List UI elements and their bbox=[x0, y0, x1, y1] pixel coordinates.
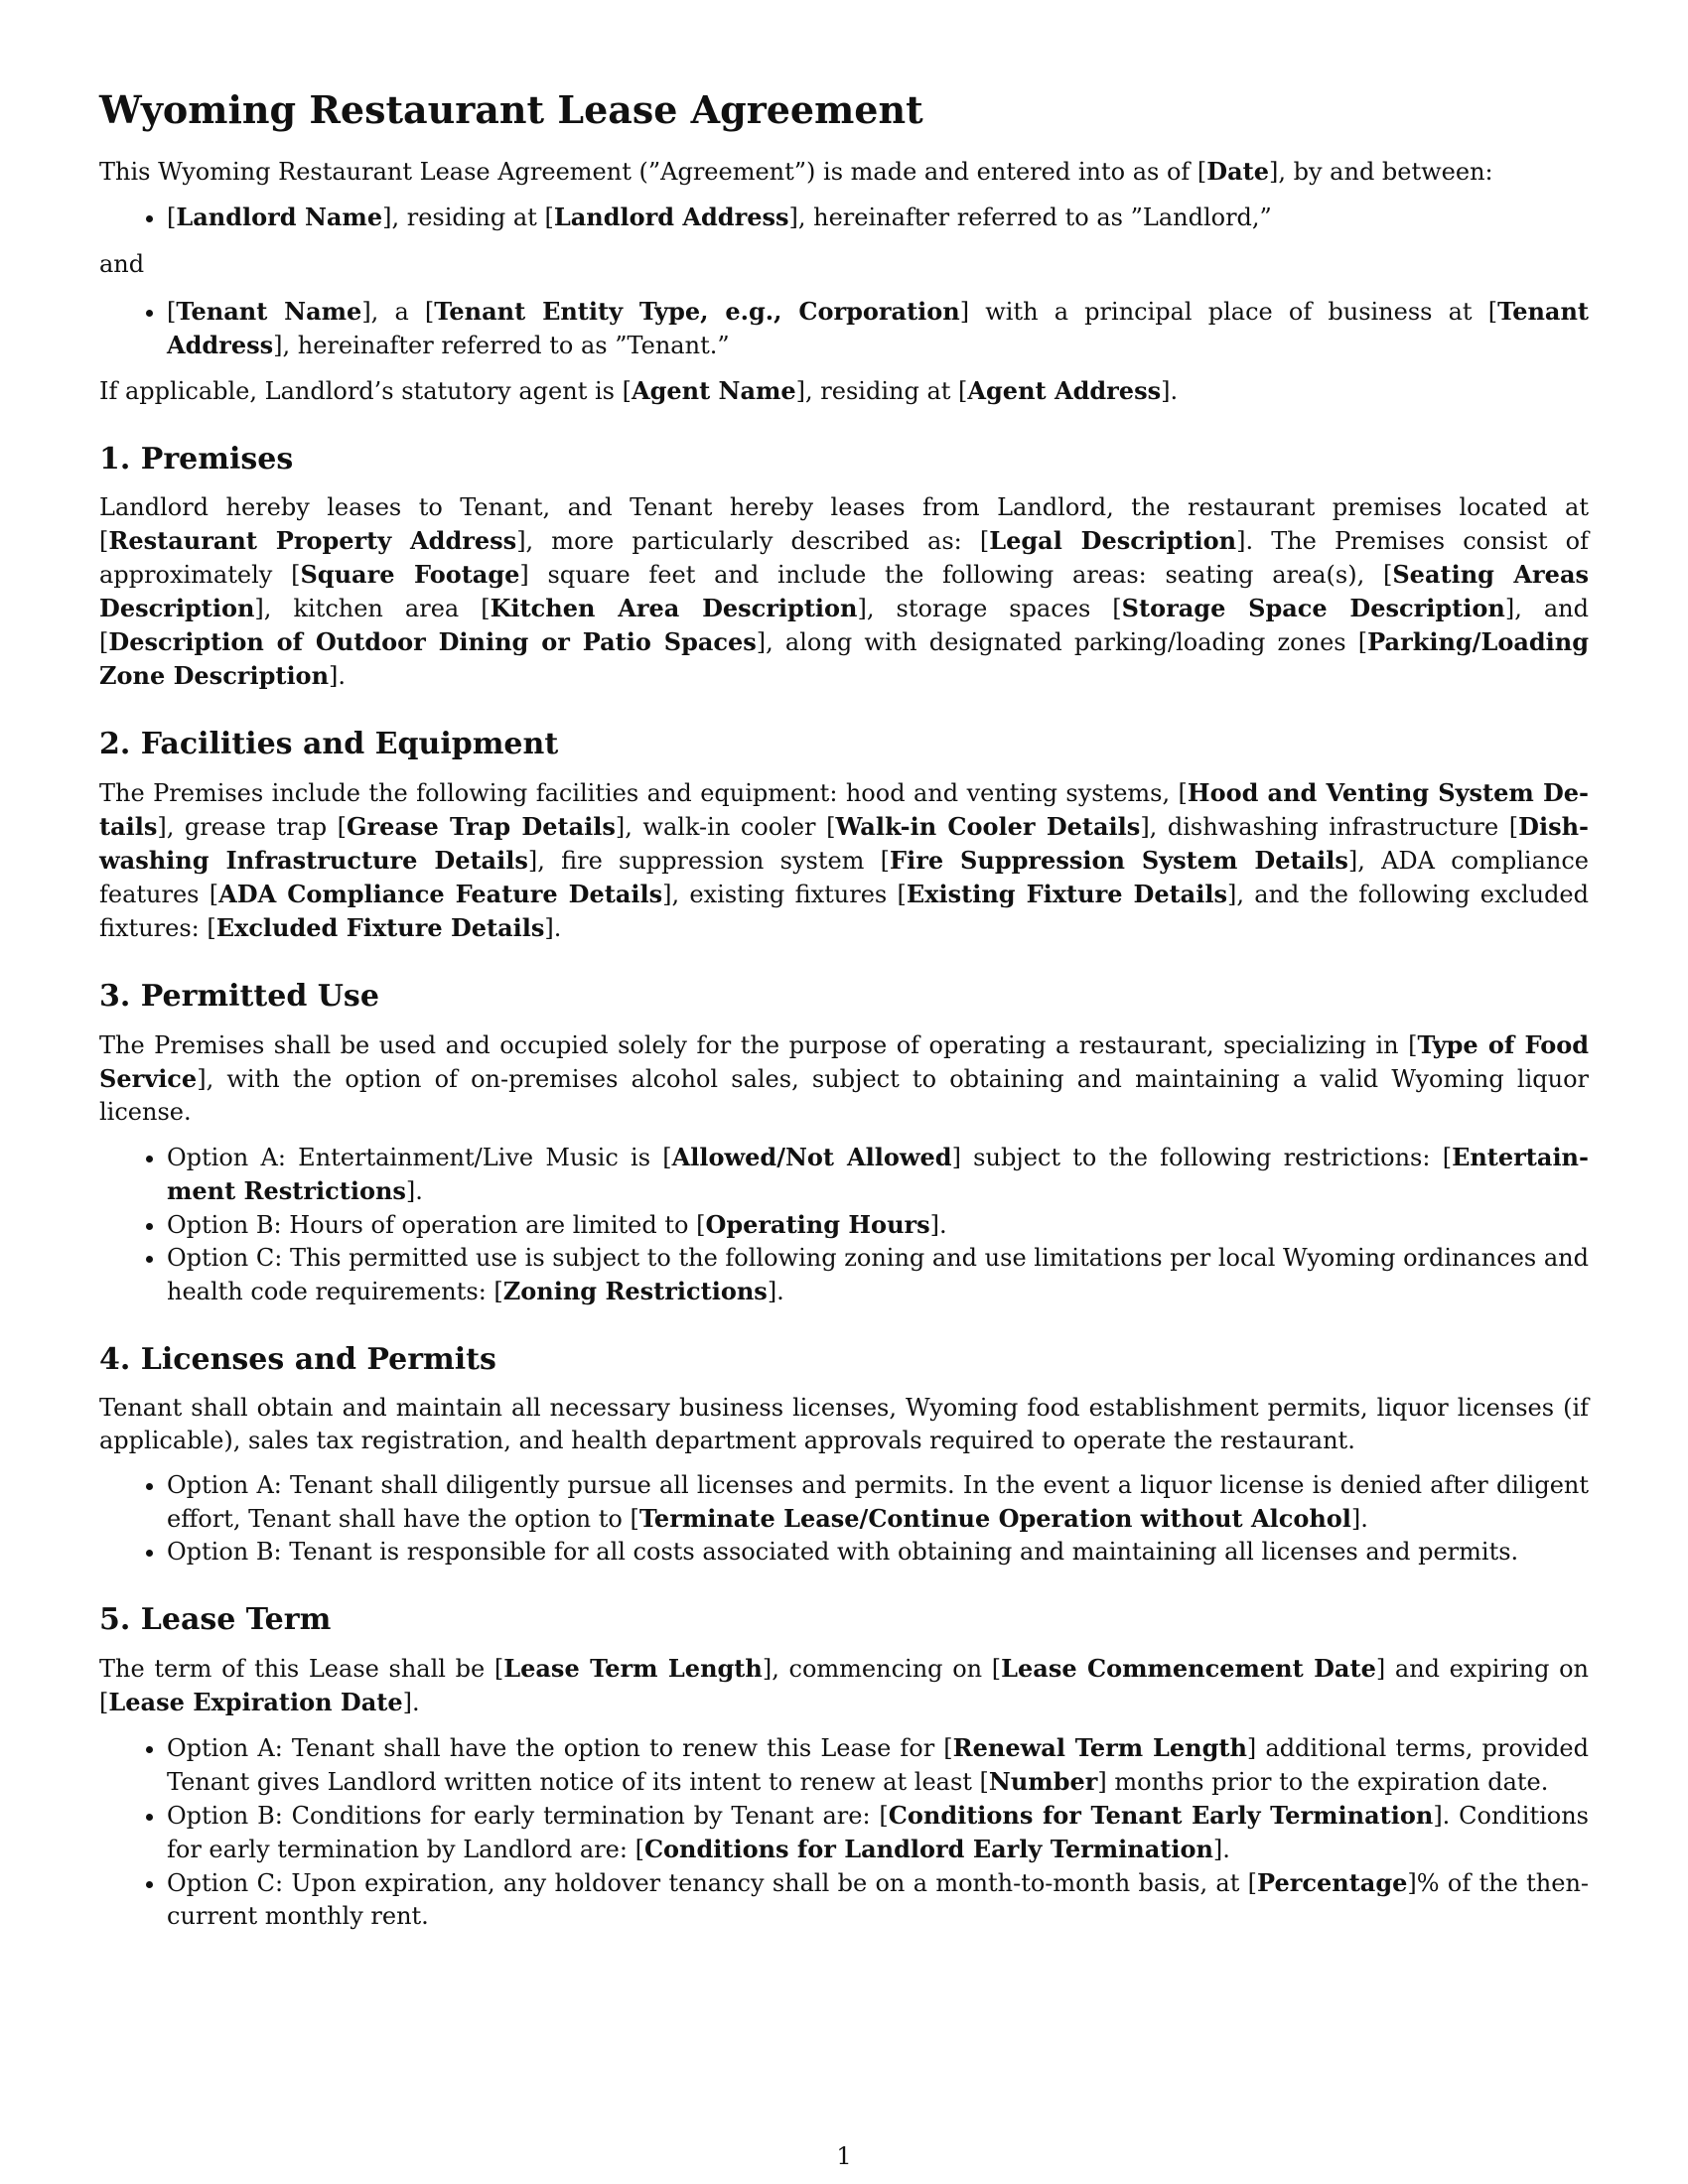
placeholder-field: Type of Food Service bbox=[99, 1029, 1589, 1093]
section-options-list bbox=[99, 1469, 1589, 1569]
text-run: ]. bbox=[1212, 1835, 1230, 1863]
text-run: Tenant shall obtain and maintain all necessary business licenses, Wyoming food establishment permits, liquor licenses (if applicable), sales tax registration, and health department approvals required to operate the restaurant. bbox=[99, 1393, 1589, 1454]
section-options-list bbox=[99, 1141, 1589, 1308]
placeholder-field: Hood and Venting System Details bbox=[99, 777, 1589, 841]
text-run: ]. bbox=[767, 1277, 784, 1305]
text-run: If applicable, Landlord’s statutory agent is [ bbox=[99, 376, 632, 405]
placeholder-field: Dishwashing Infrastructure Details bbox=[99, 811, 1589, 875]
text-run: ], storage spaces [ bbox=[857, 594, 1122, 622]
placeholder-field: Excluded Fixture Details bbox=[215, 912, 545, 942]
text-run: ], and [ bbox=[99, 594, 1590, 656]
text-run: ]% of the then-current monthly rent. bbox=[167, 1868, 1590, 1930]
placeholder-field: Renewal Term Length bbox=[952, 1732, 1247, 1762]
text-run: ], more particularly described as: [ bbox=[516, 526, 990, 555]
text-run: ], fire suppression system [ bbox=[527, 846, 891, 875]
placeholder-field: Allowed/Not Allowed bbox=[671, 1142, 952, 1171]
option-item bbox=[167, 1469, 1589, 1536]
option-item bbox=[167, 1208, 1589, 1242]
placeholder-field: Agent Address bbox=[967, 375, 1162, 405]
option-item bbox=[167, 1141, 1589, 1208]
placeholder-field: Storage Space Description bbox=[1121, 593, 1505, 622]
text-run: ]. Conditions for early termination by Landlord are: [ bbox=[167, 1801, 1589, 1863]
placeholder-field: Conditions for Tenant Early Termination bbox=[888, 1800, 1434, 1830]
text-run: ], along with designated parking/loading zones [ bbox=[756, 627, 1368, 656]
placeholder-field: Walk-in Cooler Details bbox=[835, 811, 1141, 841]
placeholder-field: Lease Expiration Date bbox=[108, 1687, 403, 1716]
text-run: Option B: Hours of operation are limited to [ bbox=[167, 1210, 706, 1239]
text-run: Option B: Tenant is responsible for all costs associated with obtaining and maintaining all licenses and permits. bbox=[167, 1537, 1519, 1566]
placeholder-field: Date bbox=[1206, 156, 1269, 186]
section-heading: 1. Premises bbox=[99, 441, 294, 477]
placeholder-field: Terminate Lease/Continue Operation without Alcohol bbox=[638, 1503, 1351, 1533]
text-run: ]. bbox=[929, 1210, 947, 1239]
placeholder-field: Tenant Name bbox=[176, 296, 362, 326]
placeholder-field: Description of Outdoor Dining or Patio Spaces bbox=[108, 626, 757, 656]
placeholder-field: Entertainment Restrictions bbox=[167, 1142, 1589, 1205]
section-paragraph bbox=[99, 1392, 1589, 1457]
placeholder-field: Number bbox=[988, 1766, 1098, 1796]
and-connector: and bbox=[99, 249, 145, 278]
text-run: The Premises include the following facilities and equipment: hood and venting systems, [ bbox=[99, 778, 1188, 807]
option-item bbox=[167, 1242, 1589, 1308]
placeholder-field: Lease Term Length bbox=[503, 1653, 763, 1683]
option-item bbox=[167, 1799, 1589, 1866]
section-heading: 5. Lease Term bbox=[99, 1601, 332, 1637]
placeholder-field: Existing Fixture Details bbox=[906, 879, 1227, 908]
page-number: 1 bbox=[836, 2142, 852, 2170]
section-paragraph bbox=[99, 491, 1589, 693]
section-paragraph bbox=[99, 776, 1589, 945]
text-run: ], commencing on [ bbox=[762, 1654, 1002, 1683]
text-run: ], grease trap [ bbox=[157, 812, 348, 841]
text-run: ], with the option of on-premises alcohol sales, subject to obtaining and maintaining a valid Wyoming liquor license. bbox=[99, 1064, 1589, 1126]
placeholder-field: Lease Commencement Date bbox=[1001, 1653, 1376, 1683]
text-run: Option C: This permitted use is subject to the following zoning and use limitations per local Wyoming ordinances and health code requirements: [ bbox=[167, 1243, 1589, 1305]
parties-list bbox=[99, 201, 1589, 234]
placeholder-field: Restaurant Property Address bbox=[108, 525, 517, 555]
placeholder-field: Agent Name bbox=[631, 375, 796, 405]
placeholder-field: Conditions for Landlord Early Termination bbox=[643, 1834, 1213, 1863]
section-heading: 4. Licenses and Permits bbox=[99, 1341, 496, 1377]
text-run: Option B: Conditions for early termination by Tenant are: [ bbox=[167, 1801, 889, 1830]
placeholder-field: Legal Description bbox=[989, 525, 1237, 555]
text-run: ], hereinafter referred to as ”Landlord,” bbox=[788, 203, 1272, 231]
text-run: The Premises shall be used and occupied solely for the purpose of operating a restaurant, specializing in [ bbox=[99, 1030, 1418, 1059]
placeholder-field: Tenant Entity Type, e.g., Corporation bbox=[434, 296, 960, 326]
placeholder-field: Tenant Address bbox=[167, 296, 1590, 359]
placeholder-field: Percentage bbox=[1257, 1867, 1408, 1897]
text-run: ], and the following excluded fixtures: [ bbox=[99, 880, 1590, 942]
text-run: Option A: Entertainment/Live Music is [ bbox=[167, 1143, 672, 1171]
placeholder-field: Kitchen Area Description bbox=[490, 593, 858, 622]
text-run: ], ADA compliance features [ bbox=[99, 846, 1589, 908]
text-run: ] months prior to the expiration date. bbox=[1097, 1767, 1549, 1796]
document-title: Wyoming Restaurant Lease Agreement bbox=[99, 87, 923, 132]
text-run: ] and expiring on [ bbox=[99, 1654, 1590, 1716]
text-run: Landlord hereby leases to Tenant, and Tenant hereby leases from Landlord, the restaurant premises located at [ bbox=[99, 492, 1589, 555]
text-run: ] additional terms, provided Tenant gives Landlord written notice of its intent to renew at least [ bbox=[167, 1733, 1589, 1796]
option-item bbox=[167, 1731, 1589, 1799]
text-run: [ bbox=[167, 203, 177, 231]
placeholder-field: Square Footage bbox=[300, 559, 520, 589]
section-paragraph bbox=[99, 1652, 1589, 1719]
placeholder-field: Seating Areas Description bbox=[99, 559, 1590, 622]
text-run: Option A: Tenant shall diligently pursue all licenses and permits. In the event a liquor license is denied after diligent effort, Tenant shall have the option to [ bbox=[167, 1470, 1589, 1533]
placeholder-field: ADA Compliance Feature Details bbox=[218, 879, 663, 908]
text-run: ], by and between: bbox=[1269, 157, 1493, 186]
intro-paragraph bbox=[99, 155, 1589, 189]
section-heading: 3. Permitted Use bbox=[99, 978, 379, 1014]
party-landlord bbox=[167, 201, 1589, 234]
text-run: ]. bbox=[1350, 1504, 1368, 1533]
section-heading: 2. Facilities and Equipment bbox=[99, 726, 559, 761]
text-run: ]. bbox=[1161, 376, 1179, 405]
text-run: Option A: Tenant shall have the option to renew this Lease for [ bbox=[167, 1733, 953, 1762]
section-paragraph bbox=[99, 1028, 1589, 1129]
text-run: ], residing at [ bbox=[795, 376, 968, 405]
sections-container bbox=[99, 442, 1589, 1933]
text-run: ] with a principal place of business at [ bbox=[959, 297, 1498, 326]
text-run: ]. bbox=[329, 661, 347, 690]
option-item bbox=[167, 1536, 1589, 1569]
option-item bbox=[167, 1866, 1589, 1933]
placeholder-field: Grease Trap Details bbox=[347, 811, 616, 841]
placeholder-field: Fire Suppression System Details bbox=[890, 845, 1348, 875]
placeholder-field: Landlord Address bbox=[553, 202, 789, 231]
parties-list-tenant bbox=[99, 295, 1589, 362]
text-run: ]. bbox=[405, 1176, 423, 1205]
text-run: ], a [ bbox=[361, 297, 435, 326]
placeholder-field: Parking/Loading Zone Description bbox=[99, 626, 1590, 690]
text-run: This Wyoming Restaurant Lease Agreement (”Agreement”) is made and entered into as of [ bbox=[99, 157, 1207, 186]
text-run: ], walk-in cooler [ bbox=[615, 812, 836, 841]
text-run: ], hereinafter referred to as ”Tenant.” bbox=[273, 331, 730, 359]
text-run: [ bbox=[167, 297, 177, 326]
text-run: The term of this Lease shall be [ bbox=[99, 1654, 504, 1683]
text-run: ], kitchen area [ bbox=[254, 594, 491, 622]
placeholder-field: Landlord Name bbox=[176, 202, 383, 231]
text-run: ] subject to the following restrictions: [ bbox=[951, 1143, 1453, 1171]
party-tenant bbox=[167, 295, 1589, 362]
text-run: ], dishwashing infrastructure [ bbox=[1140, 812, 1519, 841]
text-run: Option C: Upon expiration, any holdover tenancy shall be on a month-to-month basis, at [ bbox=[167, 1868, 1258, 1897]
agent-paragraph bbox=[99, 374, 1589, 408]
placeholder-field: Operating Hours bbox=[705, 1209, 930, 1239]
placeholder-field: Zoning Restrictions bbox=[502, 1276, 768, 1305]
text-run: ] square feet and include the following areas: seating area(s), [ bbox=[519, 560, 1393, 589]
text-run: ]. bbox=[544, 913, 562, 942]
text-run: ], existing fixtures [ bbox=[662, 880, 907, 908]
text-run: ], residing at [ bbox=[382, 203, 554, 231]
text-run: ]. bbox=[402, 1688, 420, 1716]
text-run: ]. The Premises consist of approximately [ bbox=[99, 526, 1589, 589]
section-options-list bbox=[99, 1731, 1589, 1933]
